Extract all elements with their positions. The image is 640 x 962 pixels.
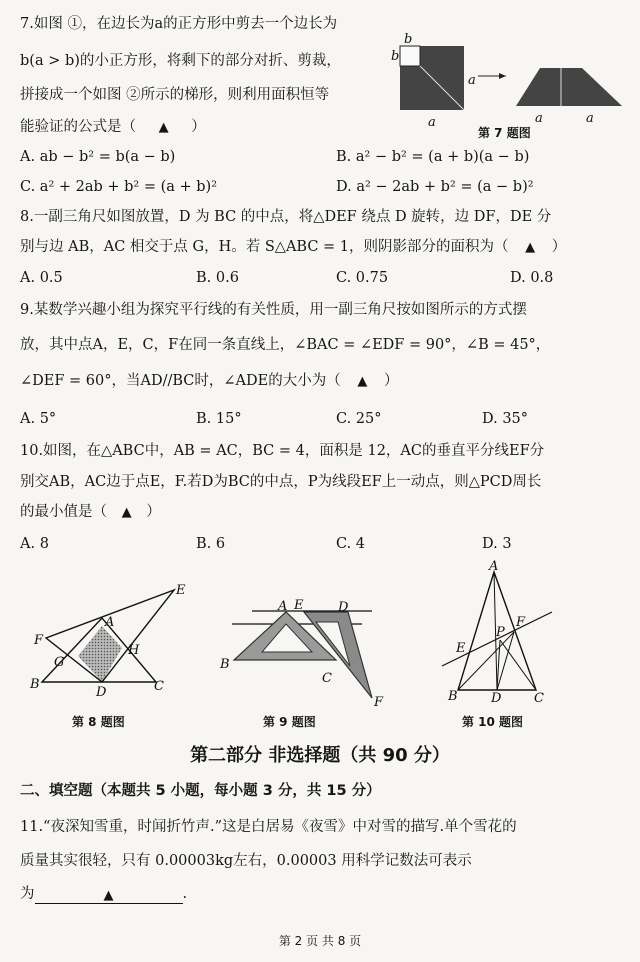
q8-option-c: C. 0.75: [336, 270, 389, 286]
q7-line2: b(a > b)的小正方形，将剩下的部分对折、剪裁，: [20, 53, 341, 69]
q11-line1: 11.“夜深知雪重，时闻折竹声.”这是白居易《夜雪》中对雪的描写.单个雪花的: [20, 819, 517, 835]
q7-option-a: A. ab − b² = b(a − b): [20, 149, 176, 165]
fig7-caption: 第 7 题图: [478, 126, 531, 140]
fig7-label-a-side: a: [468, 73, 476, 88]
answer-triangle-icon: ▲: [525, 240, 536, 255]
fig8-diagram: [28, 578, 194, 704]
q10-paren-close: ）: [146, 504, 161, 520]
q8-option-a: A. 0.5: [20, 270, 63, 286]
fig10-label-d: D: [491, 691, 502, 706]
fig9-label-d: D: [338, 600, 349, 615]
q7-line1: 7.如图 ①，在边长为a的正方形中剪去一个边长为: [20, 16, 338, 32]
q7-paren-close: ）: [191, 119, 206, 135]
q9-option-c: C. 25°: [336, 411, 382, 427]
q9-option-a: A. 5°: [20, 411, 57, 427]
part2-title: 第二部分 非选择题（共 90 分）: [190, 745, 450, 766]
q9-option-d: D. 35°: [482, 411, 529, 427]
q7-line4: [20, 117, 206, 138]
page-footer: 第 2 页 共 8 页: [278, 934, 362, 948]
q9-line3: [20, 371, 398, 392]
fig9-label-c: C: [322, 671, 332, 686]
answer-triangle-icon: ▲: [357, 374, 368, 389]
fig10-line-pc: [500, 640, 536, 690]
q10-line3: [20, 502, 161, 523]
q11-prefix: 为: [20, 886, 35, 902]
fig7-label-a-bottom: a: [428, 115, 436, 128]
fig10-caption: 第 10 题图: [462, 715, 524, 729]
q10-line2: 别交AB，AC边于点E，F.若D为BC的中点，P为线段EF上一动点，则△PCD周长: [20, 474, 542, 490]
fig10-label-p: P: [496, 625, 505, 640]
fig8-label-h: H: [128, 643, 140, 658]
q10-option-d: D. 3: [482, 536, 512, 552]
fig10-label-b: B: [448, 689, 458, 704]
fig8-caption: 第 8 题图: [72, 715, 125, 729]
fig7-diagram: [390, 32, 628, 128]
fig8-label-b: B: [30, 677, 40, 692]
fig7-label-b-top: b: [404, 32, 413, 47]
q11-suffix: .: [182, 886, 188, 902]
q10-option-b: B. 6: [196, 536, 226, 552]
q10-option-c: C. 4: [336, 536, 366, 552]
fig8-label-f: F: [34, 633, 44, 648]
q8-option-b: B. 0.6: [196, 270, 239, 286]
q11-line3: [20, 884, 187, 904]
fig10-label-c: C: [534, 691, 544, 706]
fig10-diagram: [440, 560, 570, 706]
fig8-label-d: D: [96, 685, 107, 700]
answer-triangle-icon: ▲: [158, 120, 169, 135]
q8-line2: [20, 237, 566, 258]
q7-option-c: C. a² + 2ab + b² = (a + b)²: [20, 179, 218, 195]
q8-line1: 8.一副三角尺如图放置，D 为 BC 的中点，将△DEF 绕点 D 旋转，边 DF，DE 分: [20, 209, 552, 225]
q8-stem-end: 别与边 AB，AC 相交于点 G，H。若 S△ABC = 1，则阴影部分的面积为（: [20, 239, 509, 255]
fig9-caption: 第 9 题图: [263, 715, 316, 729]
fig9-label-e: E: [294, 598, 304, 613]
fig9-label-b: B: [220, 657, 230, 672]
part2-subtitle: 二、填空题（本题共 5 小题，每小题 3 分，共 15 分）: [20, 783, 381, 799]
q9-line2: 放，其中点A，E，C，F在同一条直线上，∠BAC = ∠EDF = 90°，∠B = 45°，: [20, 337, 551, 353]
fig8-label-a: A: [105, 615, 115, 630]
q10-line1: 10.如图，在△ABC中，AB = AC，BC = 4，面积是 12，AC的垂直平分线EF分: [20, 443, 545, 459]
q9-paren-close: ）: [383, 373, 399, 389]
q10-stem-end: 的最小值是（: [20, 504, 107, 520]
fig10-label-f: F: [516, 615, 526, 630]
fig10-label-e: E: [456, 641, 466, 656]
fig7-cut-square: [400, 46, 420, 66]
fig7-trapezoid: [516, 68, 622, 106]
answer-blank[interactable]: [35, 885, 183, 904]
fig8-label-c: C: [154, 679, 164, 694]
q7-stem-end: 能验证的公式是（: [20, 119, 136, 135]
q7-line3: 拼接成一个如图 ②所示的梯形，则利用面积恒等: [20, 87, 330, 103]
fig7-label-b-left: b: [391, 49, 400, 64]
q11-line2: 质量其实很轻，只有 0.00003kg左右，0.00003 用科学记数法可表示: [20, 853, 472, 869]
q7-option-b: B. a² − b² = (a + b)(a − b): [336, 149, 530, 165]
fig8-label-g: G: [54, 655, 65, 670]
answer-triangle-icon: ▲: [103, 888, 114, 903]
answer-triangle-icon: ▲: [121, 505, 132, 520]
fig10-label-a: A: [489, 560, 499, 574]
fig7-label-a2: a: [586, 111, 594, 126]
q8-option-d: D. 0.8: [510, 270, 554, 286]
fig9-diagram: [212, 594, 412, 710]
q9-line1: 9.某数学兴趣小组为探究平行线的有关性质，用一副三角尺按如图所示的方式摆: [20, 302, 527, 318]
fig7-label-a1: a: [535, 111, 543, 126]
fig9-label-f: F: [374, 695, 384, 710]
fig7-arrowhead: [499, 73, 506, 79]
fig8-label-e: E: [176, 583, 186, 598]
fig9-label-a: A: [278, 599, 288, 614]
q8-paren-close: ）: [551, 239, 567, 255]
q9-option-b: B. 15°: [196, 411, 242, 427]
q7-option-d: D. a² − 2ab + b² = (a − b)²: [336, 179, 534, 195]
q9-stem-end: ∠DEF = 60°，当AD//BC时，∠ADE的大小为（: [20, 373, 341, 389]
q10-option-a: A. 8: [20, 536, 49, 552]
